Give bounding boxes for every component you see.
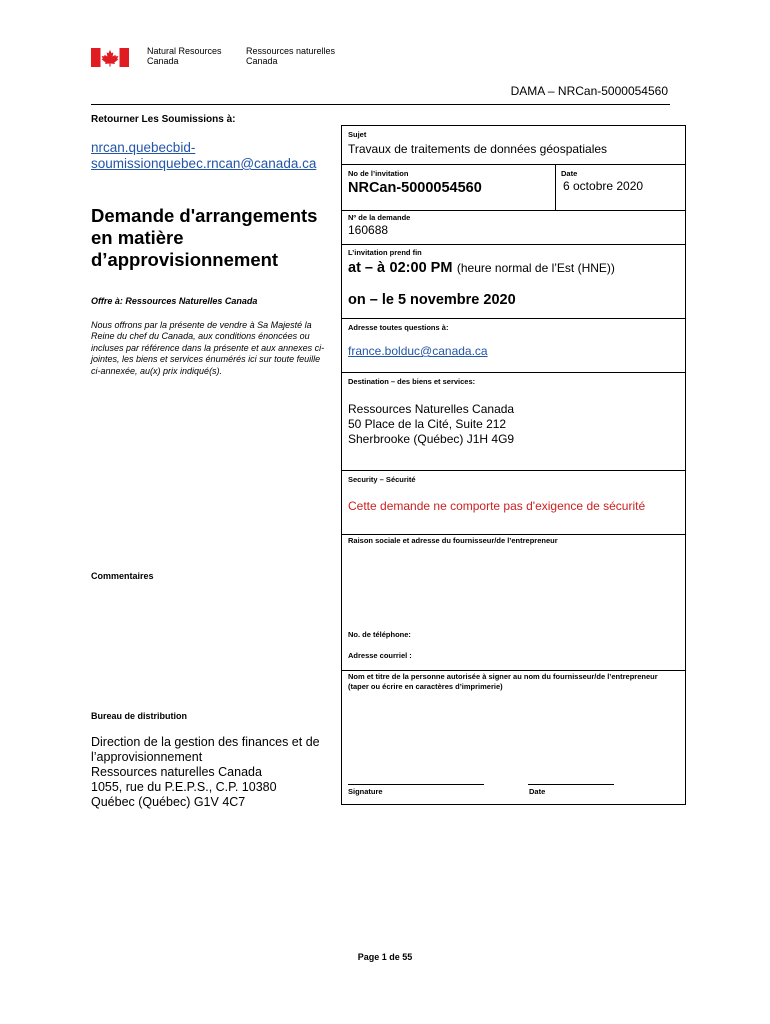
invitation-number-label: No de l’invitation xyxy=(348,169,409,178)
subject-value: Travaux de traitements de données géospatiales xyxy=(348,142,608,156)
signature-line xyxy=(348,784,484,785)
security-value: Cette demande ne comporte pas d'exigence de sécurité xyxy=(348,499,646,513)
closing-time-prefix: at – à xyxy=(348,260,386,276)
request-form-box xyxy=(341,125,686,805)
bureau-line2: Ressources naturelles Canada xyxy=(91,765,262,779)
canada-flag-icon xyxy=(91,48,129,67)
government-signature xyxy=(91,46,361,70)
divider xyxy=(342,372,685,373)
dept-fr-line1: Ressources naturelles xyxy=(246,46,336,56)
divider xyxy=(342,318,685,319)
page-number: Page 1 de 55 xyxy=(357,952,413,962)
offer-body: Nous offrons par la présente de vendre à Sa Majesté la Reine du chef du Canada, aux conditions énoncées ou incluses par référence dans la présente et aux annexes ci-jointes, les biens et services énumérés ici sur toute feuille ci-annexée, au(x) prix indiqué(s). xyxy=(91,320,325,376)
distribution-office-address xyxy=(91,735,336,810)
divider xyxy=(342,670,685,671)
title-line2: en matière xyxy=(91,227,184,248)
destination-line3: Sherbrooke (Québec) J1H 4G9 xyxy=(348,432,515,446)
subject-label: Sujet xyxy=(348,130,367,139)
date-line xyxy=(528,784,614,785)
signatory-label: Nom et titre de la personne autorisée à signer au nom du fournisseur/de l’entrepreneur (taper ou écrire en caractères d’imprimerie) xyxy=(348,672,658,691)
return-bids-label: Retourner Les Soumissions à: xyxy=(91,114,236,125)
department-name-fr xyxy=(246,46,335,66)
destination-label: Destination – des biens et services: xyxy=(348,377,476,386)
return-email-line2[interactable]: soumissionquebec.rncan@canada.ca xyxy=(91,156,317,171)
security-label: Security – Sécurité xyxy=(348,475,416,484)
request-number-value: 160688 xyxy=(348,223,389,237)
bureau-line1: Direction de la gestion des finances et de l’approvisionnement xyxy=(91,735,320,764)
sign-date-label: Date xyxy=(529,787,546,796)
closing-time xyxy=(348,259,615,277)
date-value: 6 octobre 2020 xyxy=(563,179,644,193)
destination-address xyxy=(348,402,514,447)
title-line1: Demande d'arrangements xyxy=(91,205,318,226)
date-label: Date xyxy=(561,169,578,178)
divider xyxy=(555,164,556,210)
return-email-line1[interactable]: nrcan.quebecbid- xyxy=(91,140,196,155)
closing-date: on – le 5 novembre 2020 xyxy=(348,292,516,308)
signature-label: Signature xyxy=(348,787,383,796)
divider xyxy=(342,164,685,165)
return-email-link[interactable] xyxy=(91,140,331,172)
divider xyxy=(342,534,685,535)
divider xyxy=(342,470,685,471)
title-line3: d’approvisionnement xyxy=(91,249,279,270)
request-number-label: Nº de la demande xyxy=(348,213,411,222)
document-reference: DAMA – NRCan-5000054560 xyxy=(510,84,668,98)
document-title xyxy=(91,205,331,271)
destination-line2: 50 Place de la Cité, Suite 212 xyxy=(348,417,507,431)
questions-email-link[interactable]: france.bolduc@canada.ca xyxy=(348,344,488,358)
department-name-en xyxy=(147,46,222,66)
destination-line1: Ressources Naturelles Canada xyxy=(348,402,515,416)
closing-time-note: (heure normal de l’Est (HNE)) xyxy=(456,261,615,275)
supplier-name-address-label: Raison sociale et adresse du fournisseur/de l’entrepreneur xyxy=(348,536,558,545)
dept-en-line2: Canada xyxy=(147,56,179,66)
divider xyxy=(342,210,685,211)
comments-label: Commentaires xyxy=(91,571,154,581)
questions-label: Adresse toutes questions à: xyxy=(348,323,449,332)
bureau-line3: 1055, rue du P.E.P.S., C.P. 10380 xyxy=(91,780,277,794)
invitation-ends-label: L’invitation prend fin xyxy=(348,248,422,257)
dept-en-line1: Natural Resources xyxy=(147,46,222,56)
header-divider xyxy=(91,104,670,105)
dept-fr-line2: Canada xyxy=(246,56,278,66)
phone-label: No. de téléphone: xyxy=(348,630,411,639)
email-label: Adresse courriel : xyxy=(348,651,412,660)
closing-time-value: 02:00 PM xyxy=(389,260,453,276)
distribution-office-label: Bureau de distribution xyxy=(91,711,188,721)
offer-to: Offre à: Ressources Naturelles Canada xyxy=(91,296,258,306)
divider xyxy=(342,244,685,245)
invitation-number-value: NRCan-5000054560 xyxy=(348,180,482,196)
bureau-line4: Québec (Québec) G1V 4C7 xyxy=(91,795,246,809)
